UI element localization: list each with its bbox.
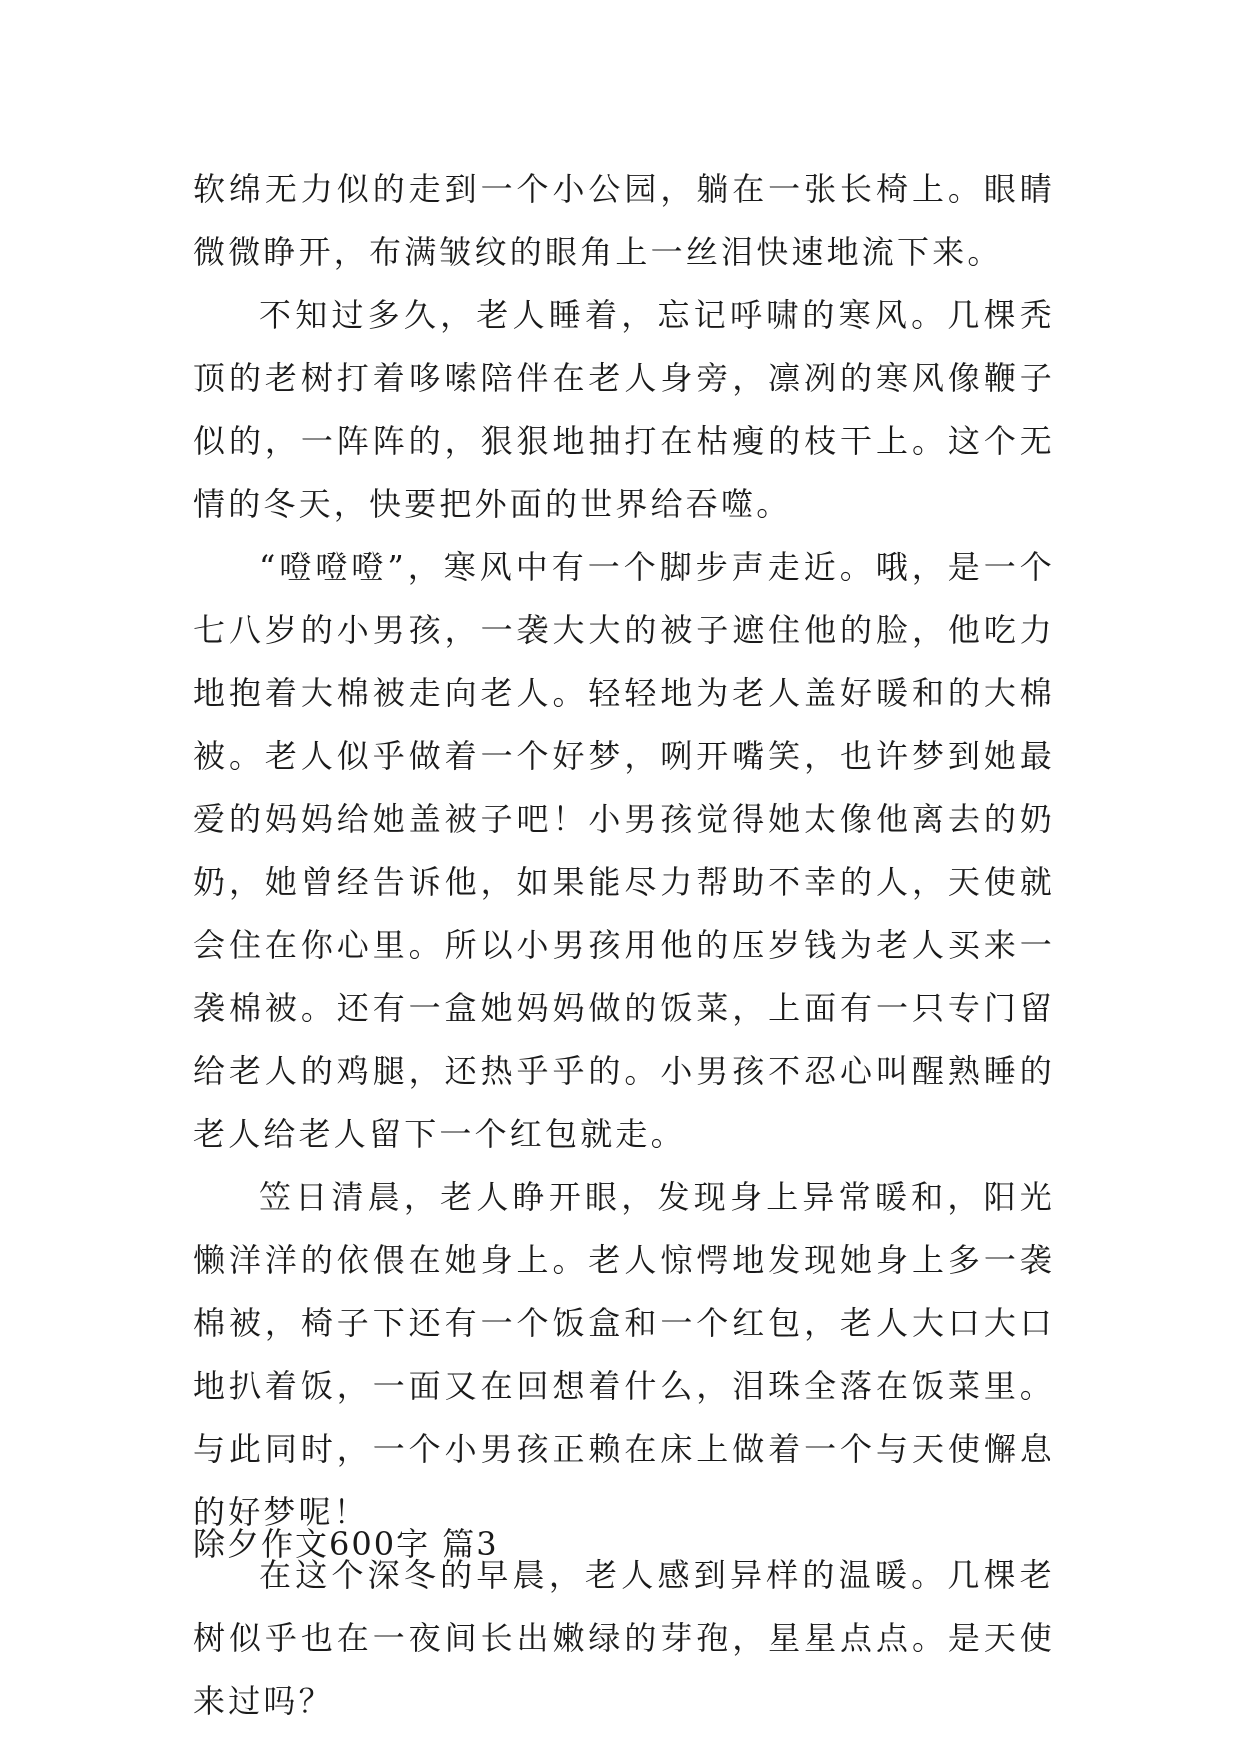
paragraph-1: 软绵无力似的走到一个小公园，躺在一张长椅上。眼睛微微睁开，布满皱纹的眼角上一丝泪快速地流下来。 [193,170,1055,271]
paragraph-4: 笠日清晨，老人睁开眼，发现身上异常暖和，阳光懒洋洋的依偎在她身上。老人惊愕地发现她身上多一袭棉被，椅子下还有一个饭盒和一个红包，老人大口大口地扒着饭，一面又在回想着什么，泪珠全落在饭菜里。与此同时，一个小男孩正赖在床上做着一个与天使懈息的好梦呢！ [193,1178,1055,1531]
body-text [193,158,1055,1733]
paragraph-2: 不知过多久，老人睡着，忘记呼啸的寒风。几棵秃顶的老树打着哆嗦陪伴在老人身旁，凛冽的寒风像鞭子似的，一阵阵的，狠狠地抽打在枯瘦的枝干上。这个无情的冬天，快要把外面的世界给吞噬。 [193,296,1055,523]
paragraph-3: “噔噔噔”，寒风中有一个脚步声走近。哦，是一个七八岁的小男孩，一袭大大的被子遮住他的脸，他吃力地抱着大棉被走向老人。轻轻地为老人盖好暖和的大棉被。老人似乎做着一个好梦，咧开嘴笑，也许梦到她最爱的妈妈给她盖被子吧！小男孩觉得她太像他离去的奶奶，她曾经告诉他，如果能尽力帮助不幸的人，天使就会住在你心里。所以小男孩用他的压岁钱为老人买来一袭棉被。还有一盒她妈妈做的饭菜，上面有一只专门留给老人的鸡腿，还热乎乎的。小男孩不忍心叫醒熟睡的老人给老人留下一个红包就走。 [193,548,1055,1153]
paragraph-5: 在这个深冬的早晨，老人感到异样的温暖。几棵老树似乎也在一夜间长出嫩绿的芽孢，星星点点。是天使来过吗？ [193,1556,1055,1720]
section-heading: 除夕作文600字 篇3 [193,1525,499,1563]
